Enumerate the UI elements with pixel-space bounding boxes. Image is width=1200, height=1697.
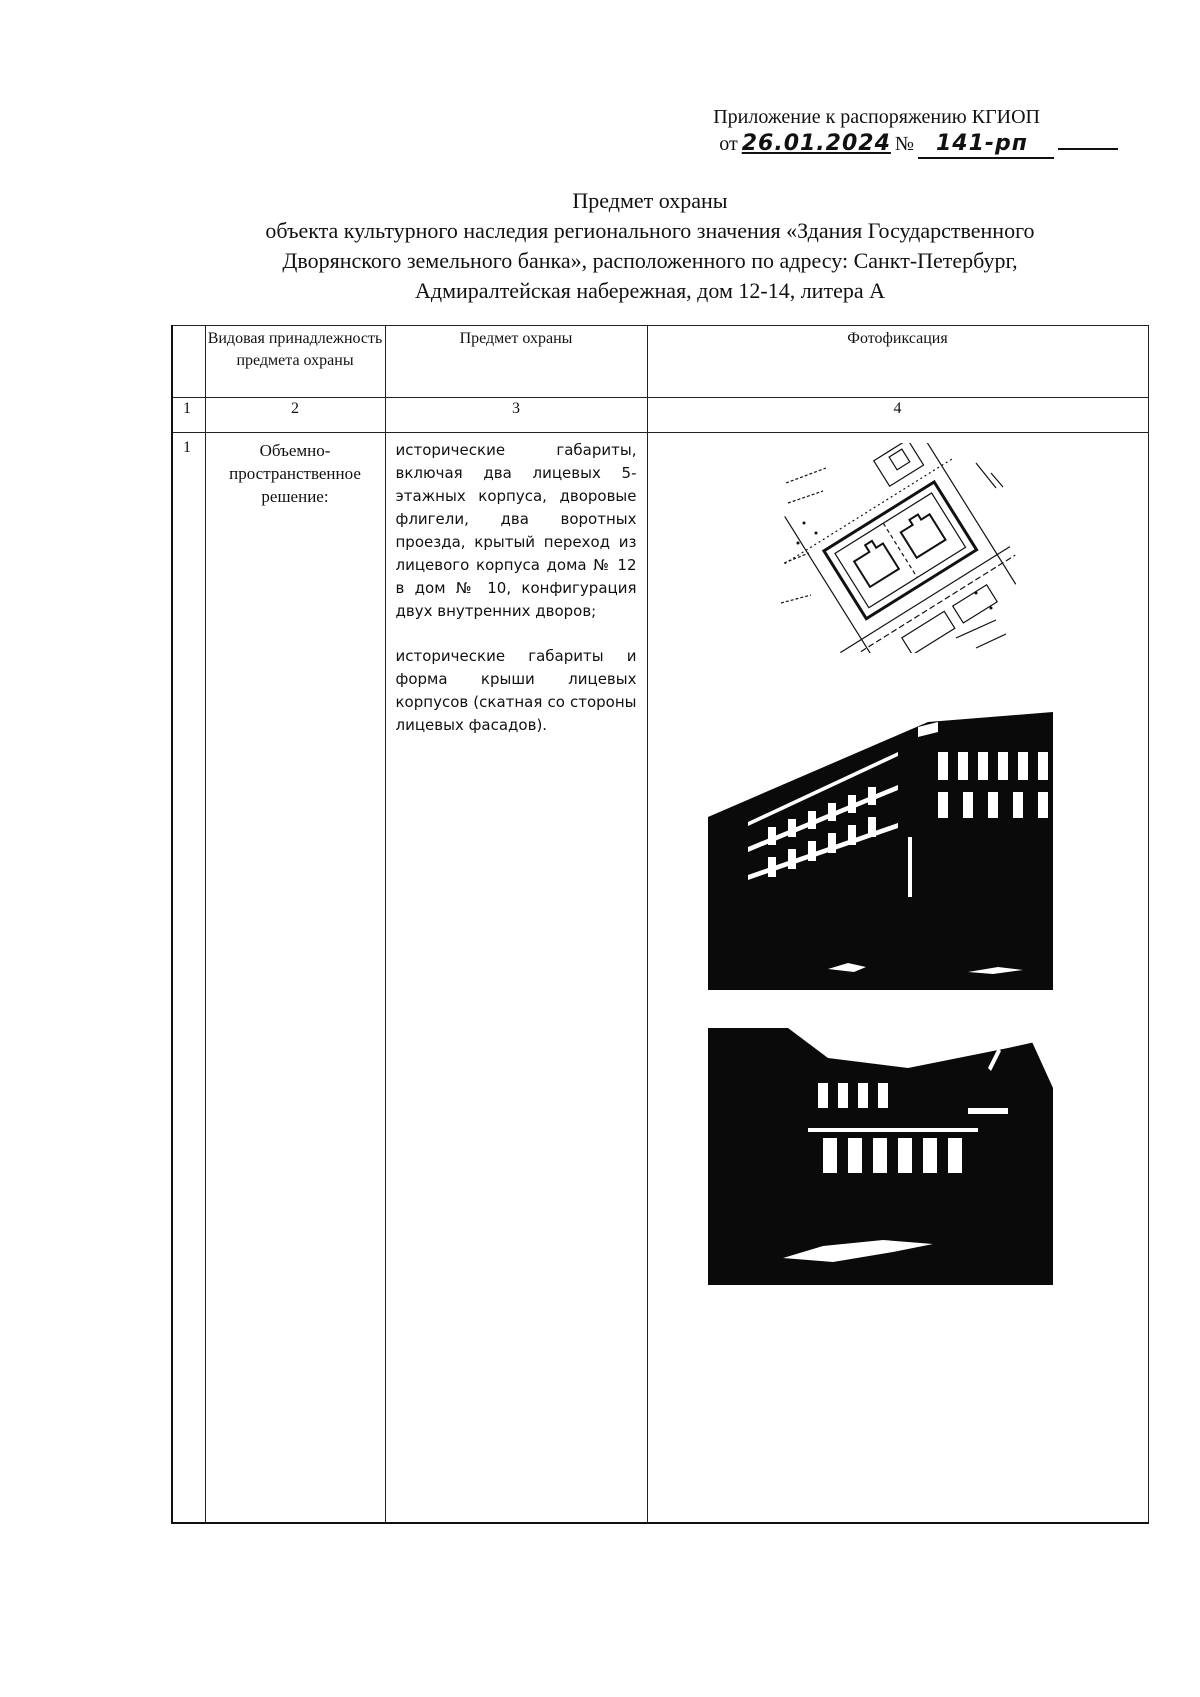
site-plan-photo (776, 443, 1016, 653)
table-row (172, 433, 1148, 1523)
column-number-row (172, 398, 1148, 433)
row-photos (647, 433, 1148, 1523)
column-number: 3 (385, 398, 647, 433)
document-title (160, 186, 1140, 306)
row-kind: Объемно-пространственное решение: (205, 433, 385, 1523)
number-sign: № (894, 133, 914, 155)
title-line-2: объекта культурного наследия регионального значения «Здания Государственного (265, 218, 1035, 243)
subject-paragraph: исторические габариты и форма крыши лицевых корпусов (скатная со стороны лицевых фасадов). (395, 647, 637, 734)
column-number: 4 (647, 398, 1148, 433)
from-prefix: от (719, 133, 738, 155)
column-number: 1 (172, 398, 205, 433)
header-cell-number (172, 326, 205, 398)
order-date-number (719, 130, 1118, 159)
order-reference (713, 104, 1118, 159)
number-underline (1058, 130, 1118, 150)
column-number: 2 (205, 398, 385, 433)
row-number: 1 (172, 433, 205, 1523)
subject-paragraph: исторические габариты, включая два лицевых 5-этажных корпуса, дворовые флигели, два воротных проезда, крытый переход из лицевого корпуса дома № 12 в дом № 10, конфигурация двух внутренних дворов; (395, 441, 637, 620)
header-cell-kind: Видовая принадлежность предмета охраны (205, 326, 385, 398)
order-date: 26.01.2024 (741, 131, 891, 156)
header-cell-photo: Фотофиксация (647, 326, 1148, 398)
title-line-1: Предмет охраны (572, 188, 728, 213)
order-reference-line: Приложение к распоряжению КГИОП (713, 106, 1040, 128)
title-line-4: Адмиралтейская набережная, дом 12-14, литера А (414, 278, 885, 303)
protection-subject-table (171, 325, 1149, 1524)
row-subject (385, 433, 647, 1523)
header-cell-subject: Предмет охраны (385, 326, 647, 398)
courtyard-photo (708, 1028, 1053, 1285)
facade-photo (708, 697, 1053, 990)
order-number: 141-рп (918, 131, 1054, 159)
title-line-3: Дворянского земельного банка», расположенного по адресу: Санкт-Петербург, (282, 248, 1018, 273)
table-header-row (172, 326, 1148, 398)
